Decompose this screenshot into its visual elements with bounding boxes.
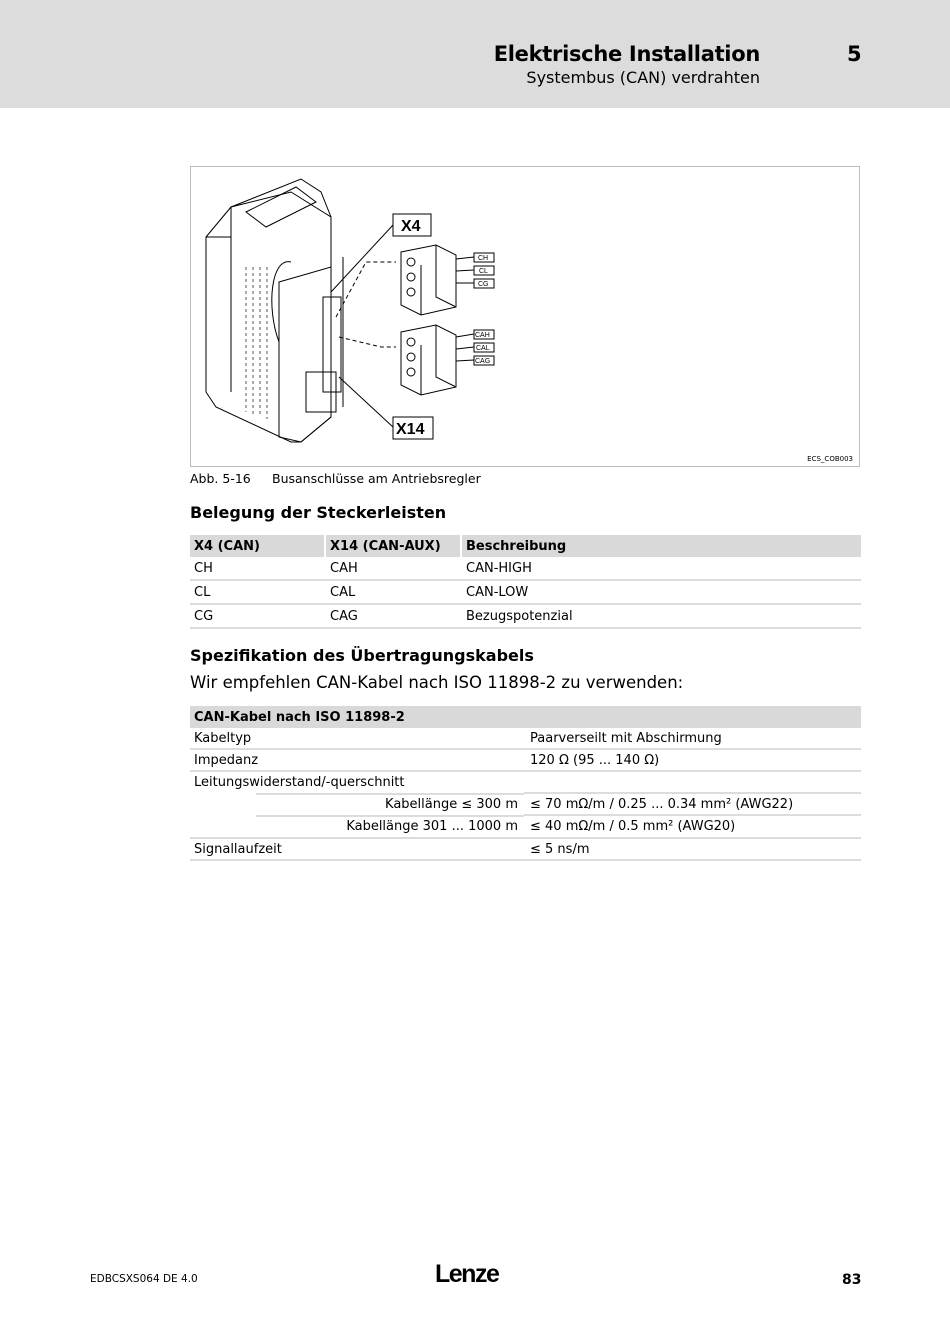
- section-title-cable-spec: Spezifikation des Übertragungskabels: [190, 646, 534, 665]
- table-row: [190, 604, 861, 628]
- section-subtitle: Systembus (CAN) verdrahten: [526, 68, 760, 87]
- table-header-row: [190, 535, 861, 557]
- label-len1000: Kabellänge 301 ... 1000 m: [256, 815, 524, 837]
- label-len300-cell: [190, 793, 525, 815]
- header-description: Beschreibung: [461, 535, 861, 557]
- cable-spec-table: [190, 706, 861, 861]
- lenze-logo: Lenze: [435, 1260, 499, 1288]
- x14-pin-cal: CAL: [476, 345, 490, 352]
- value-kabeltyp: Paarverseilt mit Abschirmung: [525, 728, 861, 749]
- cell-x14: CAH: [325, 557, 461, 580]
- caption-text: Busanschlüsse am Antriebsregler: [272, 471, 481, 486]
- cell-description: CAN-LOW: [461, 580, 861, 604]
- label-signal: Signallaufzeit: [190, 838, 525, 860]
- x4-label: X4: [401, 218, 421, 235]
- cell-x14: CAL: [325, 580, 461, 604]
- figure-caption: [190, 471, 481, 486]
- value-signal: ≤ 5 ns/m: [525, 838, 861, 860]
- table-row: [190, 580, 861, 604]
- x14-pin-cag: CAG: [475, 358, 491, 365]
- pin-assignment-table: [190, 535, 861, 629]
- cell-description: CAN-HIGH: [461, 557, 861, 580]
- cell-x4: CG: [190, 604, 325, 628]
- table-row: [190, 838, 861, 860]
- table-row: [190, 771, 861, 793]
- x14-label: X14: [396, 421, 425, 438]
- label-leitung: Leitungswiderstand/-querschnitt: [194, 775, 405, 790]
- cable-table-title: CAN-Kabel nach ISO 11898-2: [190, 706, 861, 728]
- cell-x4: CL: [190, 580, 325, 604]
- value-len300: ≤ 70 mΩ/m / 0.25 ... 0.34 mm² (AWG22): [525, 793, 861, 815]
- page-header: [0, 0, 950, 108]
- header-x4: X4 (CAN): [190, 535, 325, 557]
- x4-pin-cg: CG: [478, 281, 489, 288]
- x4-pin-ch: CH: [478, 255, 489, 262]
- label-impedanz: Impedanz: [190, 749, 525, 771]
- drive-controller-drawing: [191, 167, 861, 468]
- x4-pin-cl: CL: [479, 268, 488, 275]
- figure-code: ECS_COB003: [807, 455, 853, 463]
- section-title-pin-assignment: Belegung der Steckerleisten: [190, 503, 447, 522]
- table-row: [190, 793, 861, 815]
- table-row: [190, 557, 861, 580]
- caption-number: Abb. 5-16: [190, 471, 251, 486]
- x14-pin-cah: CAH: [475, 332, 490, 339]
- cell-description: Bezugspotenzial: [461, 604, 861, 628]
- header-x14: X14 (CAN-AUX): [325, 535, 461, 557]
- cell-x4: CH: [190, 557, 325, 580]
- table-row: [190, 815, 861, 838]
- table-header-row: [190, 706, 861, 728]
- chapter-number: 5: [847, 42, 862, 66]
- value-leitung: [525, 771, 861, 793]
- value-len1000: ≤ 40 mΩ/m / 0.5 mm² (AWG20): [525, 815, 861, 838]
- value-impedanz: 120 Ω (95 ... 140 Ω): [525, 749, 861, 771]
- label-kabeltyp: Kabeltyp: [190, 728, 525, 749]
- table-row: [190, 749, 861, 771]
- page-number: 83: [842, 1272, 862, 1288]
- label-len300: Kabellänge ≤ 300 m: [256, 793, 524, 815]
- bus-connection-figure: [190, 166, 860, 467]
- table-row: [190, 728, 861, 749]
- label-len1000-cell: [190, 815, 525, 838]
- chapter-title: Elektrische Installation: [493, 42, 760, 66]
- intro-text: Wir empfehlen CAN-Kabel nach ISO 11898-2 zu verwenden:: [190, 673, 684, 692]
- cell-x14: CAG: [325, 604, 461, 628]
- document-id: EDBCSXS064 DE 4.0: [90, 1273, 198, 1285]
